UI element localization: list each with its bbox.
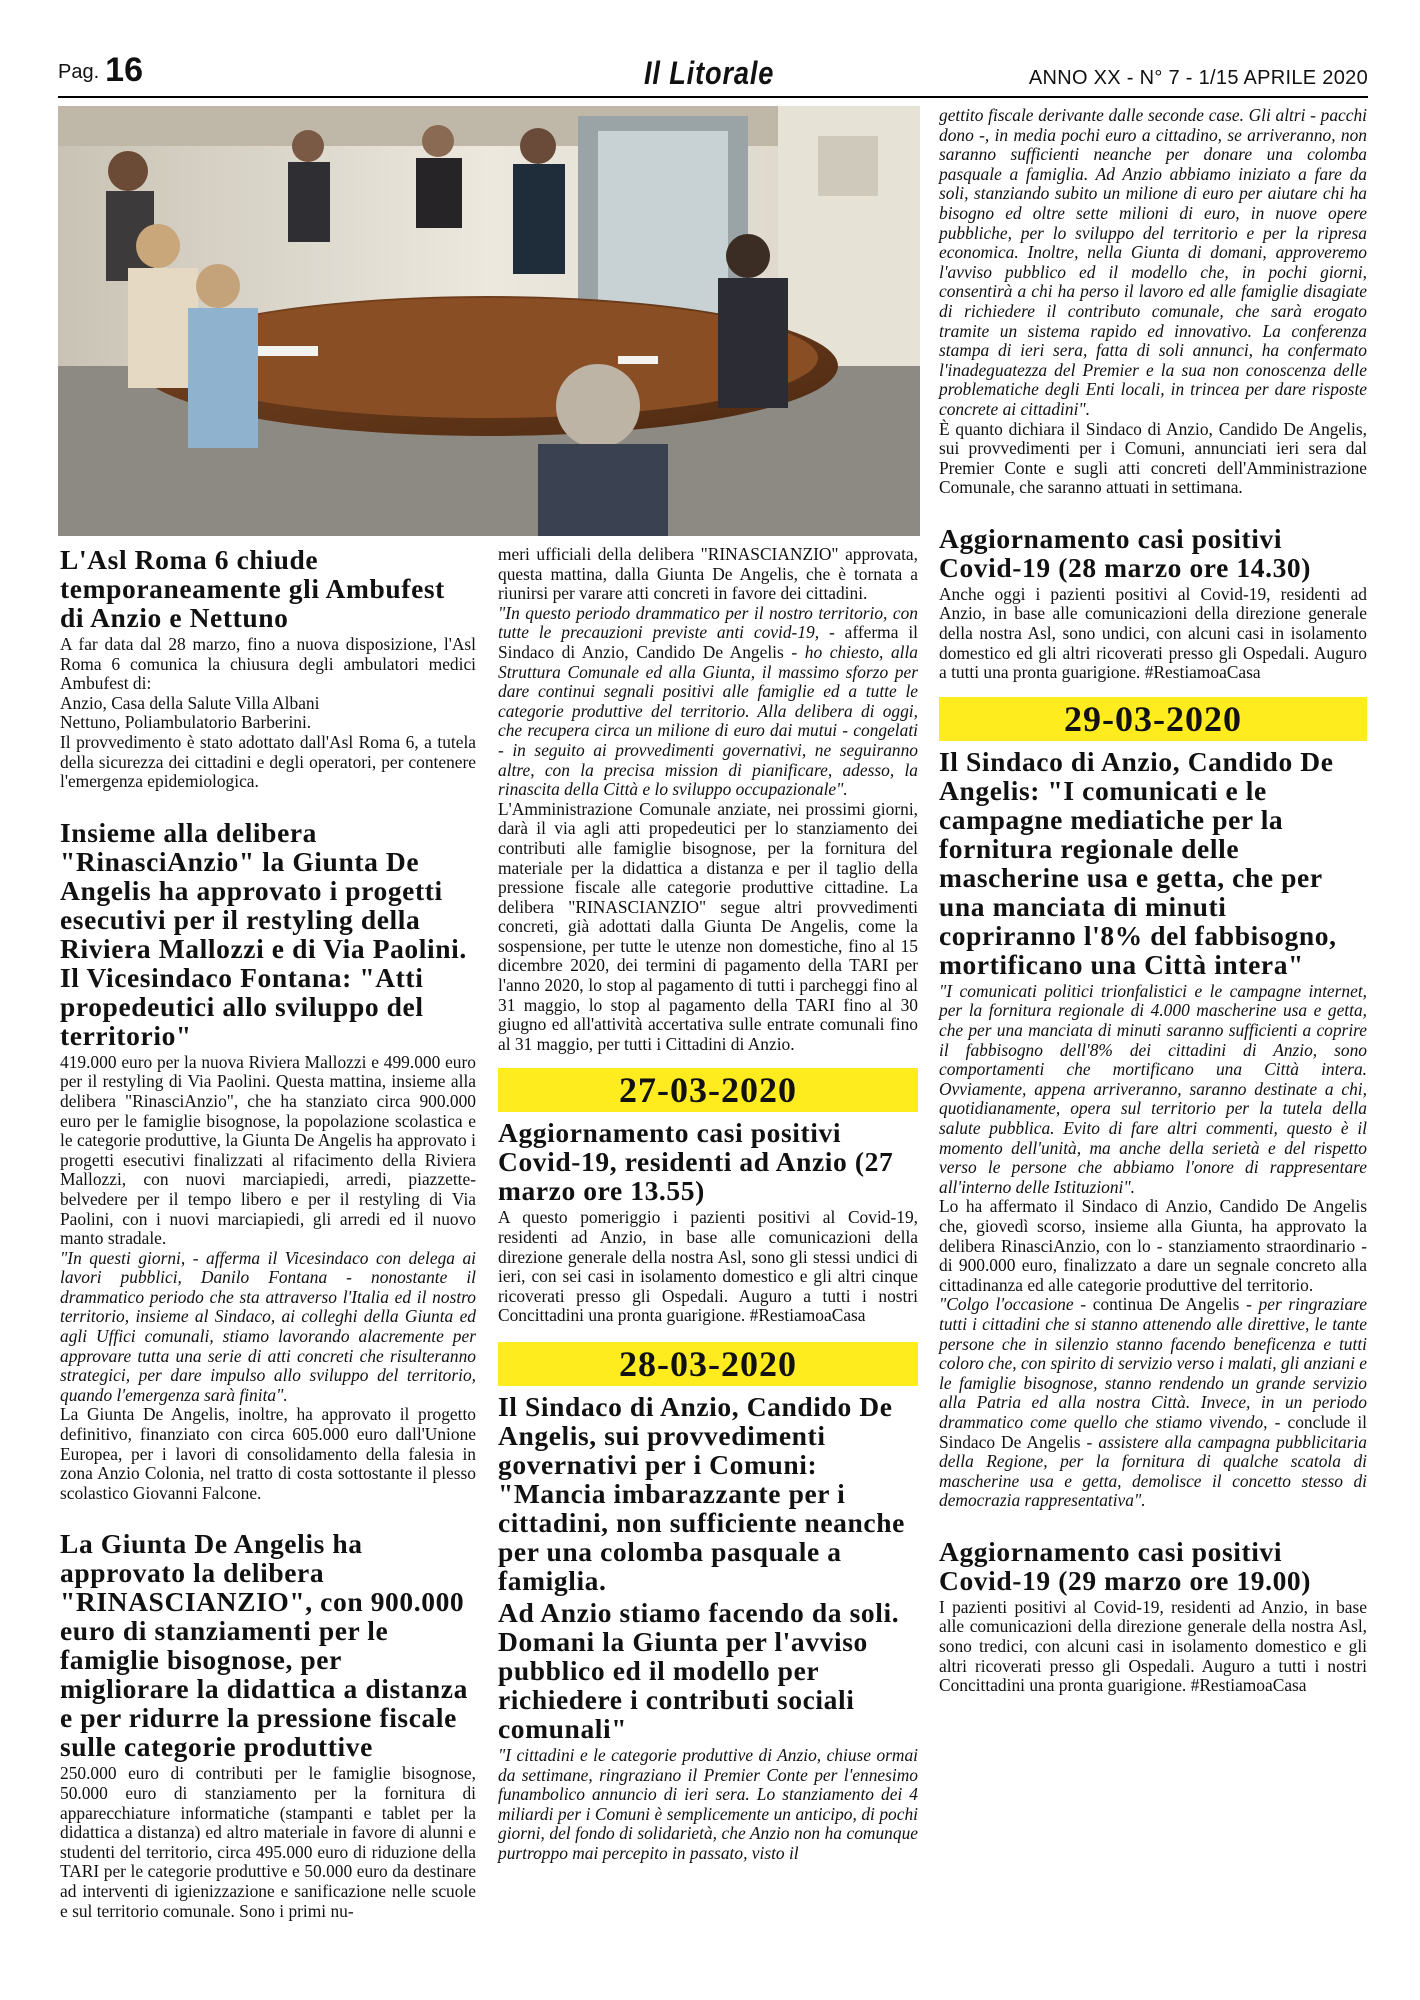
article-headline: Aggiornamento casi positivi Covid-19 (29 marzo ore 19.00) <box>939 1535 1312 1596</box>
article-quote: "Colgo l'occasione - continua De Angelis - per ringraziare tutti i cittadini che si stanno attenendo alle direttive, le tante persone che in silenzio stanno facendo beneficenza e tutti coloro che, con spirito di servizio verso i malati, gli anziani e le famiglie bisognose, stanno rendendo un grande servizio alla Patria ed alla nostra Città. Invece, in un periodo drammatico come quello che stiamo vivendo, - conclude il Sindaco De Angelis - assistere alla campagna pubblicitaria della Regione, per la fornitura di qualche scatola di mascherine usa e getta, demolisce il concetto stesso di democrazia rappresentativa". <box>939 1294 1368 1511</box>
page-number-label: Pag. 16 <box>58 51 143 89</box>
header-rule <box>58 96 1368 98</box>
article-quote: "In questo periodo drammatico per il nostro territorio, con tutte le precauzioni previste anti covid-19, - afferma il Sindaco di Anzio, Candido De Angelis - ho chiesto, alla Struttura Comunale ed alla Giunta, il massimo sforzo per dare continui segnali positivi alle famiglie ed a tutte le categorie produttive del territorio. Alla delibera di oggi, che recupera circa un milione di euro dai mutui - congelati - in seguito ai provvedimenti governativi, ne seguiranno altre, con la precisa mission di pianificare, adesso, la rinascita della Città e lo sviluppo occupazionale". <box>498 602 919 800</box>
article-paragraph: 250.000 euro di contributi per le famiglie bisognose, 50.000 euro di stanziamento per la fornitura di apparecchiature informatiche (stampanti e tablet per la didattica a distanza) ed altro materiale in favore di alunni e studenti del territorio, circa 495.000 euro di riduzione della TARI per le categorie produttive e 50.000 euro da destinare ad interventi di igienizzazione e sanificazione nelle scuole e sul territorio comunale. Sono i primi nu- <box>60 1763 476 1921</box>
article-quote: gettito fiscale derivante dalle seconde case. Gli altri - pacchi dono -, in media pochi euro a cittadino, se arriveranno, non saranno sufficienti neanche per donare una colomba pasquale a famiglia. Ad Anzio abbiamo iniziato a fare da soli, stanziando subito un milione di euro per aiutare chi ha bisogno ed oltre sette milioni di euro, in nuove opere pubbliche, per lo sviluppo del territorio e per la ripresa economica. Inoltre, nella Giunta di domani, approveremo l'avviso pubblico ed il modello che, in pochi giorni, consentirà a chi ha perso il lavoro ed alle famiglie disagiate di richiedere il contributo comunale, che sarà erogato tramite un sistema rapido ed innovativo. La conferenza stampa di ieri sera, fatta di soli annunci, ha confermato l'inadeguatezza del Premier e la sua non conoscenza delle problematiche degli Enti locali, in trincea per dare risposte concrete ai cittadini". <box>939 105 1367 419</box>
column-3 <box>939 106 1367 1696</box>
article-paragraph: Il provvedimento è stato adottato dall'Asl Roma 6, a tutela della sicurezza dei cittadini e degli operatori, per contenere l'emergenza epidemiologica. <box>60 731 476 792</box>
article-headline: Insieme alla delibera "RinasciAnzio" la Giunta De Angelis ha approvato i progetti esecutivi per il restyling della Riviera Mallozzi e di Via Paolini. Il Vicesindaco Fontana: "Atti propedeutici allo sviluppo del territorio" <box>60 816 467 1051</box>
issue-info: ANNO XX - N° 7 - 1/15 APRILE 2020 <box>1028 67 1368 89</box>
date-banner: 29-03-2020 <box>939 697 1367 741</box>
article-paragraph: È quanto dichiara il Sindaco di Anzio, Candido De Angelis, sui provvedimenti per i Comuni, annunciati ieri sera dal Premier Conte e sugli atti concreti dell'Amministrazione Comunale, che saranno attuati in settimana. <box>939 418 1367 498</box>
article-paragraph: I pazienti positivi al Covid-19, residenti ad Anzio, in base alle comunicazioni della direzione generale della nostra Asl, sono tredici, con alcuni casi in isolamento domestico e gli altri ricoverati presso gli Ospedali. Auguro a tutti i nostri Concittadini una pronta guarigione. #RestiamoaCasa <box>939 1596 1367 1696</box>
article-paragraph: A questo pomeriggio i pazienti positivi al Covid-19, residenti ad Anzio, in base alle comunicazioni della direzione generale della nostra Asl, sono gli stessi undici di ieri, con sei casi in isolamento domestico e gli altri cinque ricoverati presso gli Ospedali. Auguro a tutti i nostri Concittadini una pronta guarigione. #RestiamoaCasa <box>498 1207 918 1326</box>
column-2 <box>498 545 918 1864</box>
masthead-title: Il Litorale <box>644 55 775 91</box>
article-quote: "I comunicati politici trionfalistici e le campagne internet, per la fornitura regionale di 4.000 mascherine usa e getta, che per una manciata di minuti saranno sufficienti a coprire il fabbisogno dell'8% dei cittadini di Anzio, sono comportamenti che mortificano una Città intera. Ovviamente, appena arriveranno, saranno destinate a chi, quotidianamente, opera sul territorio per la tutela della salute pubblica. Evito di fare altri commenti, questo è il momento dell'unità, ma anche della serietà e del rispetto verso le persone che abbiamo l'onore di rappresentare all'interno delle Istituzioni". <box>939 980 1367 1197</box>
article-paragraph: A far data dal 28 marzo, fino a nuova disposizione, l'Asl Roma 6 comunica la chiusura degli ambulatori medici Ambufest di: <box>60 634 476 694</box>
article-paragraph: L'Amministrazione Comunale anziate, nei prossimi giorni, darà il via agli atti propedeutici per lo stanziamento dei contributi alle famiglie bisognose, per la fornitura del materiale per la didattica a distanza e per il taglio della pressione fiscale alle categorie produttive cittadine. La delibera "RINASCIANZIO" segue altri provvedimenti concreti, già adottati dalla Giunta De Angelis, come la sospensione, per tutte le utenze non domestiche, fino al 15 dicembre 2020, dei termini di pagamento della TARI per l'anno 2020, lo stop al pagamento di tutti i parcheggi fino al 31 maggio, lo stop al pagamento della TARI fino al 30 giugno ed all'attività accertativa sulle entrate comunali fino al 31 maggio, per tutti i Cittadini di Anzio. <box>498 798 918 1054</box>
meeting-photo <box>58 106 920 536</box>
article-headline: Il Sindaco di Anzio, Candido De Angelis, sui provvedimenti governativi per i Comuni: "Mancia imbarazzante per i cittadini, non sufficiente neanche per una colomba pasquale a famiglia. <box>498 1391 905 1596</box>
article-headline: Ad Anzio stiamo facendo da soli. Domani la Giunta per l'avviso pubblico ed il modello per richiedere i contributi sociali comunali" <box>498 1597 900 1744</box>
article-headline: L'Asl Roma 6 chiude temporaneamente gli Ambufest di Anzio e Nettuno <box>60 544 445 633</box>
article-headline: Aggiornamento casi positivi Covid-19 (28 marzo ore 14.30) <box>939 522 1312 583</box>
article-headline: Il Sindaco di Anzio, Candido De Angelis: "I comunicati e le campagne mediatiche per la fornitura regionale delle mascherine usa e getta, che per una manciata di minuti copriranno l'8% del fabbisogno, mortificano una Città intera" <box>939 745 1337 980</box>
article-paragraph: Anche oggi i pazienti positivi al Covid-19, residenti ad Anzio, in base alle comunicazioni della direzione generale della nostra Asl, sono undici, con alcuni casi in isolamento domestico ed gli altri ricoverati presso gli Ospedali. Auguro a tutti una pronta guarigione. #RestiamoaCasa <box>939 583 1367 683</box>
date-banner: 27-03-2020 <box>498 1068 918 1112</box>
article-headline: La Giunta De Angelis ha approvato la delibera "RINASCIANZIO", con 900.000 euro di stanziamenti per le famiglie bisognose, per migliorare la didattica a distanza e per ridurre la pressione fiscale sulle categorie produttive <box>60 1528 468 1763</box>
article-paragraph: Nettuno, Poliambulatorio Barberini. <box>60 712 312 733</box>
date-banner: 28-03-2020 <box>498 1342 918 1386</box>
article-quote: "In questi giorni, - afferma il Vicesindaco con delega ai lavori pubblici, Danilo Fontana - nonostante il drammatico periodo che sta attraverso l'Italia ed il nostro territorio, insieme al Sindaco, ai colleghi della Giunta ed agli Uffici comunali, stiamo lavorando alacremente per approvare tutta una serie di atti concreti che risulteranno strategici, per dare impulso allo sviluppo del territorio, quando l'emergenza sarà finita". <box>60 1247 476 1405</box>
article-paragraph: 419.000 euro per la nuova Riviera Mallozzi e 499.000 euro per il restyling di Via Paolini. Questa mattina, insieme alla delibera "RinasciAnzio", che ha stanziato circa 900.000 euro per le famiglie bisognose, la popolazione scolastica e le categorie produttive, la Giunta De Angelis ha approvato i progetti esecutivi finalizzati al rifacimento della Riviera Mallozzi, con nuovi marciapiedi, arredi, piazzette-belvedere per il tempo libero e per il restyling di Via Paolini, con i nuovi marciapiedi, gli arredi ed il nuovo manto stradale. <box>60 1051 476 1249</box>
column-1 <box>60 545 476 1921</box>
article-paragraph: meri ufficiali della delibera "RINASCIANZIO" approvata, questa mattina, dalla Giunta De Angelis, che è tornata a riunirsi per varare atti concreti in favore dei cittadini. <box>498 544 918 604</box>
article-paragraph: Lo ha affermato il Sindaco di Anzio, Candido De Angelis che, giovedì scorso, insieme alla Giunta, ha approvato la delibera RinasciAnzio, con lo - stanziamento straordinario - di 900.000 euro, finalizzato a dare un segnale concreto alla cittadinanza ed alle categorie produttive del territorio. <box>939 1196 1367 1295</box>
article-headline: Aggiornamento casi positivi Covid-19, residenti ad Anzio (27 marzo ore 13.55) <box>498 1117 894 1207</box>
article-paragraph: Anzio, Casa della Salute Villa Albani <box>60 692 320 713</box>
article-paragraph: La Giunta De Angelis, inoltre, ha approvato il progetto definitivo, finanziato con circa 605.000 euro dall'Unione Europea, per i lavori di consolidamento della falesia in zona Anzio Colonia, nel tratto di costa sottostante il plesso scolastico Giovanni Falcone. <box>60 1404 476 1503</box>
article-quote: "I cittadini e le categorie produttive di Anzio, chiuse ormai da settimane, ringraziano il Premier Conte per l'ennesimo funambolico annuncio di ieri sera. Lo stanziamento dei 4 miliardi per i Comuni è semplicemente un anticipo, di pochi giorni, del fondo di solidarietà, che Anzio non ha comunque purtroppo mai percepito in passato, visto il <box>498 1745 918 1863</box>
page-number: 16 <box>105 51 143 89</box>
page-header <box>58 51 1368 96</box>
